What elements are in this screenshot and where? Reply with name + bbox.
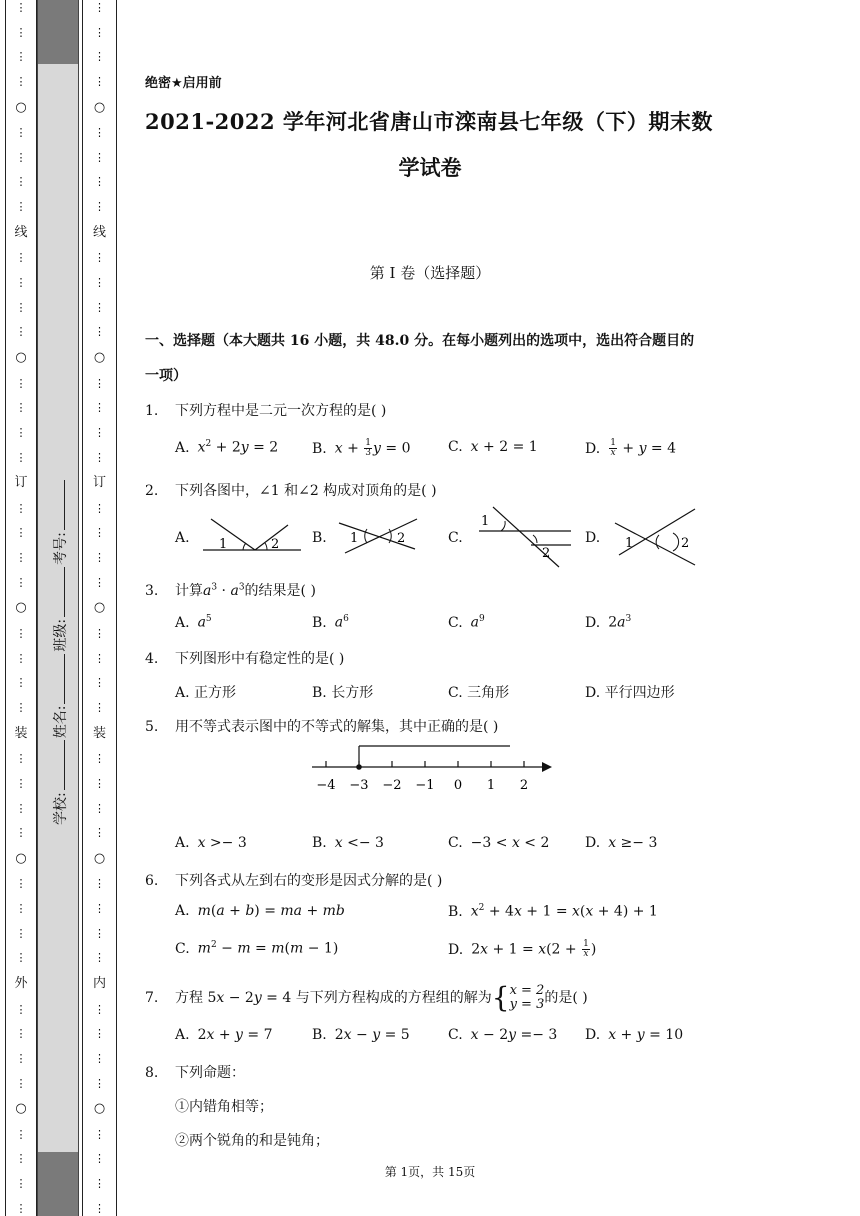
band-top-block xyxy=(37,0,79,64)
binding-marker: 线 xyxy=(14,224,28,240)
binding-dots: ⋮ xyxy=(94,551,105,565)
option-d[interactable]: D. $\frac{1}{x}$ + y = 4 xyxy=(585,438,677,458)
binding-dots: ⋮ xyxy=(94,700,105,714)
question-2: 2. 下列各图中，∠1 和∠2 构成对顶角的是( ) xyxy=(145,483,437,499)
binding-dots: ⋮ xyxy=(15,700,27,714)
binding-dots: ⋮ xyxy=(94,1076,105,1090)
binding-dots: ⋮ xyxy=(15,251,27,265)
number-line-figure xyxy=(310,740,555,800)
option-c[interactable]: C. x − 2y =− 3 xyxy=(448,1027,558,1043)
binding-marker: 订 xyxy=(14,475,28,491)
binding-dots: ⋮ xyxy=(94,926,105,940)
binding-dots: ⋮ xyxy=(15,877,27,891)
option-b[interactable]: B. x <− 3 xyxy=(312,835,384,851)
binding-dots: ⋮ xyxy=(94,1177,105,1191)
option-b[interactable]: B. xyxy=(312,530,327,546)
binding-marker: 订 xyxy=(92,475,106,491)
binding-dots: ⋮ xyxy=(15,300,27,314)
angle-figure-a xyxy=(203,513,303,558)
name-field[interactable]: 姓名: xyxy=(50,652,70,739)
section-heading: 一、选择题（本大题共 16 小题，共 48.0 分。在每小题列出的选项中，选出符合题目的 xyxy=(145,333,695,349)
option-a[interactable]: A. $x^2 + 2y = 2$ xyxy=(175,439,279,456)
confidential-label: 绝密★启用前 xyxy=(145,76,222,91)
number-line-tick-label: −2 xyxy=(382,778,402,793)
binding-dots: ⋮ xyxy=(15,651,27,665)
student-info-fields xyxy=(50,395,72,825)
binding-dots: ⋮ xyxy=(94,1152,105,1166)
angle-figure-c xyxy=(475,505,575,569)
binding-dots: ⋮ xyxy=(15,175,27,189)
binding-dots: ⋮ xyxy=(94,300,105,314)
angle-label-2: 2 xyxy=(397,531,406,546)
option-a[interactable]: A. 正方形 xyxy=(175,685,237,701)
outer-dotted-line xyxy=(6,2,36,1214)
option-d[interactable]: D. x + y = 10 xyxy=(585,1027,684,1043)
binding-dots: ⋮ xyxy=(94,1027,105,1041)
exam-number-field[interactable]: 考号: xyxy=(50,478,70,565)
angle-label-1: 1 xyxy=(219,537,228,552)
binding-dots: ⋮ xyxy=(15,1002,27,1016)
binding-dots: ⋮ xyxy=(15,1,27,14)
binding-dots: ⋮ xyxy=(15,450,27,464)
angle-label-1: 1 xyxy=(481,514,490,529)
question-8: 8. 下列命题： xyxy=(145,1065,245,1081)
binding-dots: ⋮ xyxy=(94,325,105,339)
binding-dots: ⋮ xyxy=(94,1201,105,1215)
binding-dots: ⋮ xyxy=(15,926,27,940)
angle-label-2: 2 xyxy=(542,546,551,561)
binding-dots: ⋮ xyxy=(94,627,105,641)
binding-marker: 线 xyxy=(92,224,106,240)
binding-circle: ○ xyxy=(93,850,106,866)
option-a[interactable]: A. 2x + y = 7 xyxy=(175,1027,273,1043)
binding-dots: ⋮ xyxy=(15,425,27,439)
binding-dots: ⋮ xyxy=(15,501,27,515)
binding-dots: ⋮ xyxy=(94,175,105,189)
school-field[interactable]: 学校: xyxy=(50,738,70,825)
binding-dots: ⋮ xyxy=(94,902,105,916)
binding-dots: ⋮ xyxy=(15,1177,27,1191)
exam-title-line1: 2021-2022 学年河北省唐山市滦南县七年级（下）期末数 xyxy=(145,109,713,134)
binding-dots: ⋮ xyxy=(15,25,27,39)
number-line-tick-label: 0 xyxy=(453,778,463,793)
binding-dots: ⋮ xyxy=(94,526,105,540)
binding-dots: ⋮ xyxy=(15,1051,27,1065)
binding-dots: ⋮ xyxy=(94,676,105,690)
binding-dots: ⋮ xyxy=(94,776,105,790)
binding-dots: ⋮ xyxy=(94,150,105,164)
binding-circle: ○ xyxy=(15,1101,27,1117)
binding-dots: ⋮ xyxy=(94,575,105,589)
option-c[interactable]: C. 三角形 xyxy=(448,685,510,701)
number-line-tick-label: −1 xyxy=(415,778,435,793)
binding-marker: 内 xyxy=(92,975,106,991)
binding-dots: ⋮ xyxy=(15,1027,27,1041)
binding-dots: ⋮ xyxy=(94,801,105,815)
binding-dots: ⋮ xyxy=(94,276,105,290)
binding-circle: ○ xyxy=(93,600,106,616)
option-a[interactable]: A. xyxy=(175,530,190,546)
inner-binding-strip xyxy=(82,0,117,1216)
option-d[interactable]: D. x ≥− 3 xyxy=(585,835,658,851)
band-bottom-block xyxy=(37,1152,79,1216)
binding-circle: ○ xyxy=(15,349,27,365)
binding-marker: 装 xyxy=(92,725,106,741)
option-a[interactable]: A. m(a + b) = ma + mb xyxy=(175,903,345,919)
binding-dots: ⋮ xyxy=(15,1201,27,1215)
option-b[interactable]: B. $a^6$ xyxy=(312,614,349,631)
binding-dots: ⋮ xyxy=(94,1002,105,1016)
question-4: 4. 下列图形中有稳定性的是( ) xyxy=(145,651,345,667)
angle-figure-b xyxy=(337,513,422,558)
binding-dots: ⋮ xyxy=(15,776,27,790)
part-heading: 第 I 卷（选择题） xyxy=(369,264,491,282)
option-d[interactable]: D. 2x + 1 = x(2 + $\frac{1}{x}$ ) xyxy=(448,939,597,959)
option-b[interactable]: B. 2x − y = 5 xyxy=(312,1027,410,1043)
option-c[interactable]: C. xyxy=(448,530,463,546)
option-a[interactable]: A. $a^5$ xyxy=(175,614,212,631)
inner-dotted-line xyxy=(83,2,116,1214)
binding-circle: ○ xyxy=(15,850,27,866)
binding-dots: ⋮ xyxy=(94,251,105,265)
binding-dots: ⋮ xyxy=(15,276,27,290)
binding-dots: ⋮ xyxy=(15,1127,27,1141)
question-3: 3. 计算$a^3 \cdot a^3$的结果是( ) xyxy=(145,582,316,599)
option-c[interactable]: C. −3 < x < 2 xyxy=(448,835,550,851)
binding-dots: ⋮ xyxy=(94,74,105,88)
binding-circle: ○ xyxy=(93,349,106,365)
binding-dots: ⋮ xyxy=(15,376,27,390)
outer-binding-strip xyxy=(5,0,37,1216)
binding-dots: ⋮ xyxy=(15,150,27,164)
binding-dots: ⋮ xyxy=(94,651,105,665)
binding-dots: ⋮ xyxy=(15,551,27,565)
proposition-1: ①内错角相等； xyxy=(175,1099,273,1115)
binding-dots: ⋮ xyxy=(94,50,105,64)
binding-dots: ⋮ xyxy=(94,126,105,140)
number-line-tick-label: −4 xyxy=(316,778,336,793)
binding-dots: ⋮ xyxy=(15,801,27,815)
exam-title-line2: 学试卷 xyxy=(398,155,462,180)
option-d[interactable]: D. xyxy=(585,530,601,546)
binding-dots: ⋮ xyxy=(94,1127,105,1141)
binding-dots: ⋮ xyxy=(15,676,27,690)
binding-marker: 装 xyxy=(14,725,28,741)
binding-circle: ○ xyxy=(15,600,27,616)
binding-dots: ⋮ xyxy=(15,826,27,840)
option-d[interactable]: D. $2a^3$ xyxy=(585,614,632,631)
binding-dots: ⋮ xyxy=(94,425,105,439)
binding-dots: ⋮ xyxy=(94,826,105,840)
option-b[interactable]: B. x + $\frac{1}{3}$ y = 0 xyxy=(312,438,411,458)
binding-dots: ⋮ xyxy=(15,526,27,540)
page-footer: 第 1页，共 15页 xyxy=(384,1165,476,1179)
option-a[interactable]: A. x >− 3 xyxy=(175,835,247,851)
question-stem: 下列方程中是二元一次方程的是( ) xyxy=(175,403,387,419)
number-line-tick-label: 1 xyxy=(486,778,496,793)
binding-dots: ⋮ xyxy=(15,325,27,339)
binding-dots: ⋮ xyxy=(15,401,27,415)
angle-label-1: 1 xyxy=(625,536,634,551)
class-field[interactable]: 班级: xyxy=(50,565,70,652)
option-c[interactable]: C. $a^9$ xyxy=(448,614,485,631)
binding-dots: ⋮ xyxy=(15,200,27,214)
question-7: 7. 方程 5x − 2y = 4 与下列方程构成的方程组的解为 { x = 2 y = 3 的是( ) xyxy=(145,981,588,1014)
binding-dots: ⋮ xyxy=(94,877,105,891)
question-stem: 下列各图中，∠1 和∠2 构成对顶角的是( ) xyxy=(175,483,437,499)
option-b[interactable]: B. 长方形 xyxy=(312,685,374,701)
proposition-2: ②两个锐角的和是钝角； xyxy=(175,1133,329,1149)
option-d[interactable]: D. 平行四边形 xyxy=(585,685,675,701)
binding-marker: 外 xyxy=(14,975,28,991)
number-line-tick-label: −3 xyxy=(349,778,369,793)
binding-dots: ⋮ xyxy=(15,1076,27,1090)
angle-label-1: 1 xyxy=(350,531,359,546)
binding-dots: ⋮ xyxy=(94,1,105,14)
binding-dots: ⋮ xyxy=(94,951,105,965)
angle-figure-d xyxy=(613,505,698,569)
binding-dots: ⋮ xyxy=(15,1152,27,1166)
binding-dots: ⋮ xyxy=(15,951,27,965)
binding-dots: ⋮ xyxy=(94,376,105,390)
binding-dots: ⋮ xyxy=(94,752,105,766)
question-5: 5. 用不等式表示图中的不等式的解集，其中正确的是( ) xyxy=(145,719,499,735)
question-1: 1. 下列方程中是二元一次方程的是( ) xyxy=(145,403,387,419)
binding-dots: ⋮ xyxy=(15,752,27,766)
binding-dots: ⋮ xyxy=(15,902,27,916)
binding-dots: ⋮ xyxy=(94,401,105,415)
question-6: 6. 下列各式从左到右的变形是因式分解的是( ) xyxy=(145,873,443,889)
binding-dots: ⋮ xyxy=(15,126,27,140)
number-line-tick-label: 2 xyxy=(519,778,529,793)
binding-circle: ○ xyxy=(15,99,27,115)
section-heading-cont: 一项） xyxy=(145,368,187,384)
binding-circle: ○ xyxy=(93,99,106,115)
option-b[interactable]: B. $x^2 + 4x + 1 = x(x + 4) + 1$ xyxy=(448,903,658,920)
binding-circle: ○ xyxy=(93,1101,106,1117)
binding-dots: ⋮ xyxy=(94,25,105,39)
option-c[interactable]: C. x + 2 = 1 xyxy=(448,439,538,455)
binding-dots: ⋮ xyxy=(15,74,27,88)
binding-dots: ⋮ xyxy=(94,200,105,214)
binding-dots: ⋮ xyxy=(15,50,27,64)
angle-label-2: 2 xyxy=(681,536,690,551)
angle-label-2: 2 xyxy=(271,537,280,552)
option-c[interactable]: C. $m^2 - m = m(m - 1)$ xyxy=(175,940,339,957)
binding-dots: ⋮ xyxy=(94,501,105,515)
binding-dots: ⋮ xyxy=(15,575,27,589)
binding-dots: ⋮ xyxy=(15,627,27,641)
binding-dots: ⋮ xyxy=(94,450,105,464)
binding-dots: ⋮ xyxy=(94,1051,105,1065)
